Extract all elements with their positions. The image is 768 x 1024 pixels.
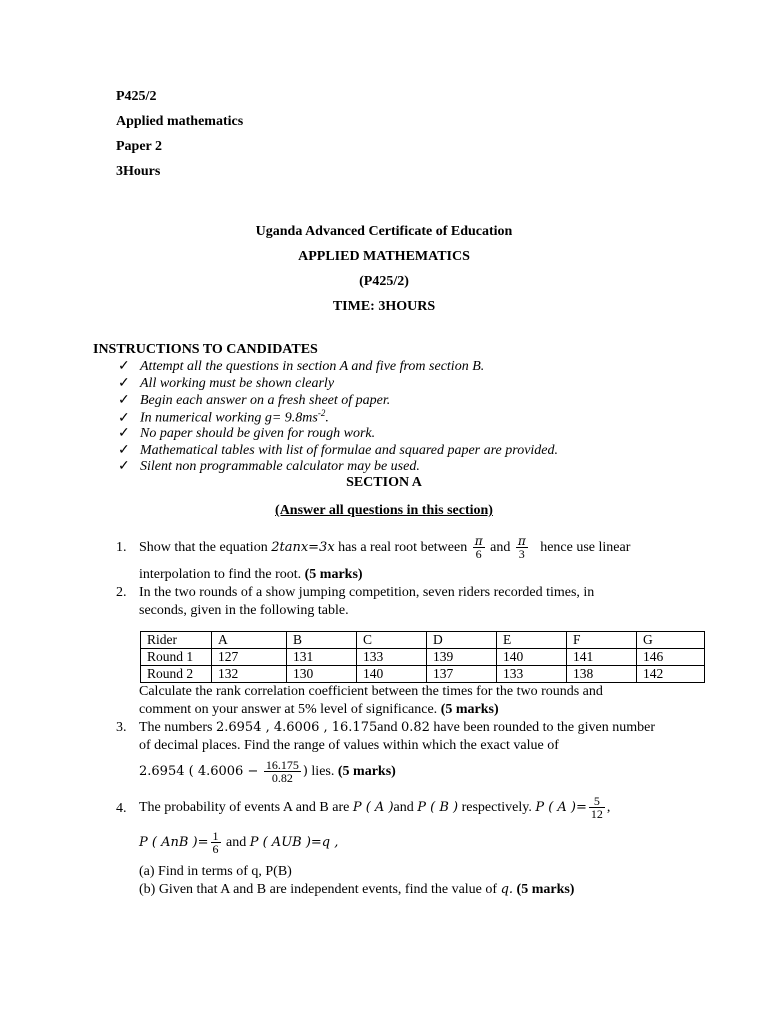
exam-board: Uganda Advanced Certificate of Education xyxy=(255,224,513,239)
table-cell: 140 xyxy=(357,666,427,683)
table-cell: G xyxy=(637,632,705,649)
paper-number: Paper 2 xyxy=(116,139,163,154)
question-3-line-2: of decimal places. Find the range of values within which the exact value of xyxy=(139,738,559,753)
question-number: 4. xyxy=(116,801,127,816)
question-2-line-2: seconds, given in the following table. xyxy=(139,603,349,618)
table-cell: D xyxy=(427,632,497,649)
check-icon: ✓ xyxy=(118,393,130,408)
table-cell: F xyxy=(567,632,637,649)
check-icon: ✓ xyxy=(118,459,130,474)
paper-duration: 3Hours xyxy=(116,164,161,179)
question-2-line-1: In the two rounds of a show jumping competition, seven riders recorded times, in xyxy=(139,585,595,600)
section-title: SECTION A xyxy=(346,475,422,490)
instruction-item: ✓ Begin each answer on a fresh sheet of paper. xyxy=(118,393,391,408)
question-number: 3. xyxy=(116,720,127,735)
section-subtitle: (Answer all questions in this section) xyxy=(275,503,493,518)
check-icon: ✓ xyxy=(118,376,130,391)
check-icon: ✓ xyxy=(118,410,130,426)
check-icon: ✓ xyxy=(118,443,130,458)
fraction-1-over-6: $\frac{1}{6}$ xyxy=(212,829,219,857)
question-4-line-1: The probability of events A and B are P ( A )and P ( B ) respectively. P ( A )= $\frac{5}{12}$ , xyxy=(139,794,611,822)
table-cell: 141 xyxy=(567,649,637,666)
check-icon: ✓ xyxy=(118,359,130,374)
instruction-item: ✓ Attempt all the questions in section A and five from section B. xyxy=(118,359,485,374)
instruction-item: ✓ Silent non programmable calculator may be used. xyxy=(118,459,420,474)
table-cell: B xyxy=(287,632,357,649)
table-cell: 133 xyxy=(357,649,427,666)
table-cell: 137 xyxy=(427,666,497,683)
table-cell: Round 1 xyxy=(141,649,212,666)
question-4-part-a: (a) Find in terms of q, P(B) xyxy=(139,864,292,879)
exam-time: TIME: 3HOURS xyxy=(332,299,436,314)
table-cell: 138 xyxy=(567,666,637,683)
question-number: 2. xyxy=(116,585,127,600)
table-cell: 140 xyxy=(497,649,567,666)
fraction-5-over-12: $\frac{5}{12}$ xyxy=(590,794,603,822)
table-cell: 127 xyxy=(212,649,287,666)
instruction-item: ✓ Mathematical tables with list of formulae and squared paper are provided. xyxy=(118,443,559,458)
fraction-pi-over-3: $\frac{\pi}{3}$ xyxy=(517,534,526,562)
question-1-line-2: interpolation to find the root. (5 marks) xyxy=(139,567,363,582)
table-cell: A xyxy=(212,632,287,649)
table-cell: Rider xyxy=(141,632,212,649)
table-cell: E xyxy=(497,632,567,649)
question-1-line-1: Show that the equation 2tanx=3x has a real root between $\frac{\pi}{6}$ and $\frac{\pi}{3}$ hence use linear xyxy=(139,534,631,562)
check-icon: ✓ xyxy=(118,426,130,441)
question-4-part-b: (b) Given that A and B are independent events, find the value of q. (5 marks) xyxy=(139,882,575,897)
table-header-row xyxy=(141,632,705,649)
question-4-line-2: P ( AnB )= $\frac{1}{6}$ and P ( AUB )=q , xyxy=(139,829,339,857)
question-2-line-3: Calculate the rank correlation coefficient between the times for the two rounds and xyxy=(139,684,603,699)
table-cell: 133 xyxy=(497,666,567,683)
table-row xyxy=(141,666,705,683)
fraction-16175-over-082: $\frac{16.175}{0.82}$ xyxy=(265,758,299,786)
table-cell: C xyxy=(357,632,427,649)
paper-subject: Applied mathematics xyxy=(116,114,244,129)
question-3-expression: 2.6954 ( 4.6006 − $\frac{16.175}{0.82}$ ) lies. (5 marks) xyxy=(139,758,396,786)
table-cell: 142 xyxy=(637,666,705,683)
table-cell: 130 xyxy=(287,666,357,683)
instruction-item: ✓ No paper should be given for rough work. xyxy=(118,426,376,441)
table-cell: 132 xyxy=(212,666,287,683)
table-cell: 139 xyxy=(427,649,497,666)
question-2-line-4: comment on your answer at 5% level of significance. (5 marks) xyxy=(139,702,499,717)
instruction-item: ✓ In numerical working $g= 9.8ms^{-2}$. xyxy=(118,408,329,426)
paper-code: P425/2 xyxy=(116,89,157,104)
exam-code: (P425/2) xyxy=(359,274,409,289)
table-row xyxy=(141,649,705,666)
instructions-heading: INSTRUCTIONS TO CANDIDATES xyxy=(93,342,318,357)
exam-subject: APPLIED MATHEMATICS xyxy=(298,249,470,264)
question-number: 1. xyxy=(116,540,127,555)
times-table xyxy=(140,631,705,683)
instruction-item: ✓ All working must be shown clearly xyxy=(118,376,335,391)
question-3-line-1: The numbers 2.6954 , 4.6006 , 16.175and 0.82 have been rounded to the given number xyxy=(139,720,656,735)
table-cell: 146 xyxy=(637,649,705,666)
table-cell: 131 xyxy=(287,649,357,666)
fraction-pi-over-6: $\frac{\pi}{6}$ xyxy=(474,534,483,562)
table-cell: Round 2 xyxy=(141,666,212,683)
